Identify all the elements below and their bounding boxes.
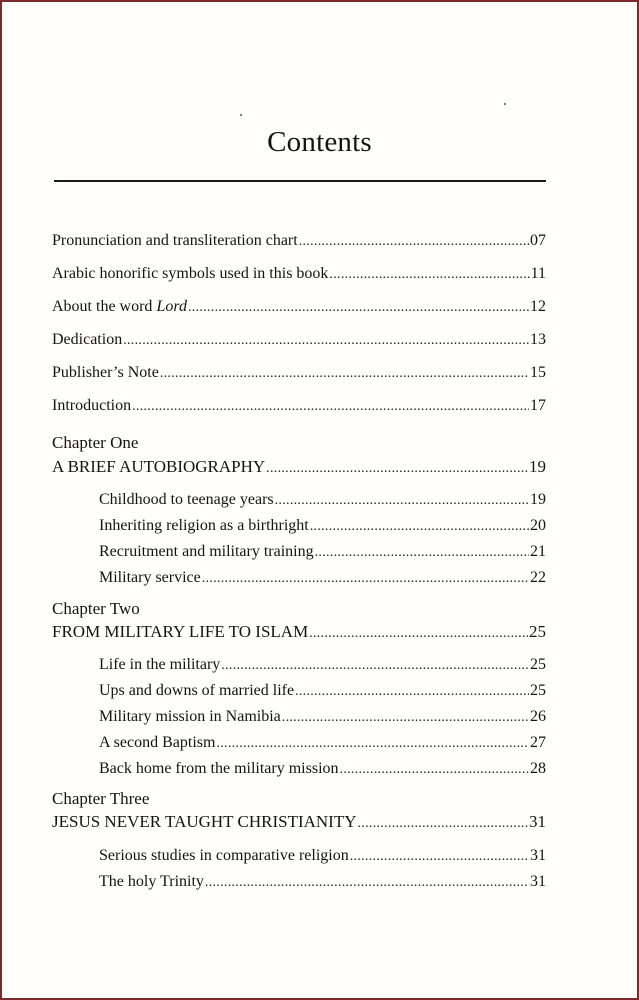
toc-entry-page: 31 <box>529 812 546 831</box>
dot-leader <box>132 397 529 417</box>
toc-entry-word-lord <box>52 297 546 318</box>
toc-entry-publishers-note <box>52 363 546 384</box>
dot-leader <box>216 734 529 754</box>
dot-leader <box>282 708 529 728</box>
toc-entry-label-italic: Lord <box>156 298 187 315</box>
toc-entry-label: Life in the military <box>99 656 221 673</box>
toc-entry-label: Inheriting religion as a birthright <box>99 517 309 534</box>
dot-leader <box>295 682 529 702</box>
toc-chapter-title <box>52 457 546 479</box>
toc-entry-page: 12 <box>530 298 546 315</box>
toc-entry-label: The holy Trinity <box>99 873 204 890</box>
dot-leader <box>221 656 529 676</box>
ink-speck <box>504 103 506 105</box>
toc-entry-honorific-symbols <box>52 264 546 285</box>
toc-section-entry <box>99 655 546 676</box>
toc-section-entry <box>99 681 546 702</box>
dot-leader <box>123 331 529 351</box>
chapter-heading: Chapter Two <box>52 599 140 618</box>
toc-entry-dedication <box>52 330 546 351</box>
toc-entry-pronunciation <box>52 231 546 252</box>
toc-entry-page: 27 <box>530 734 546 751</box>
toc-entry-page: 07 <box>530 232 546 249</box>
toc-entry-page: 25 <box>530 656 546 673</box>
toc-entry-label: Ups and downs of married life <box>99 682 295 699</box>
toc-entry-page: 20 <box>530 517 546 534</box>
toc-entry-label: Arabic honorific symbols used in this book <box>52 265 329 282</box>
dot-leader <box>299 232 529 252</box>
toc-entry-label: Pronunciation and transliteration chart <box>52 232 298 249</box>
dot-leader <box>315 543 529 563</box>
dot-leader <box>275 491 529 511</box>
toc-entry-label: Dedication <box>52 331 123 348</box>
toc-section-entry <box>99 759 546 780</box>
toc-entry-page: 31 <box>530 873 546 890</box>
dot-leader <box>310 517 529 537</box>
toc-entry-page: 21 <box>530 543 546 560</box>
toc-section-entry <box>99 542 546 563</box>
ink-speck <box>240 114 242 116</box>
toc-entry-label: A BRIEF AUTOBIOGRAPHY <box>52 457 266 476</box>
toc-entry-label: Serious studies in comparative religion <box>99 847 349 864</box>
dot-leader <box>309 624 528 644</box>
toc-entry-label: Recruitment and military training <box>99 543 314 560</box>
toc-entry-page: 31 <box>530 847 546 864</box>
toc-entry-label: Military service <box>99 569 201 586</box>
toc-entry-page: 28 <box>530 760 546 777</box>
toc-entry-introduction <box>52 396 546 417</box>
dot-leader <box>350 847 529 867</box>
toc-entry-label: Back home from the military mission <box>99 760 339 777</box>
dot-leader <box>329 265 529 285</box>
toc-section-entry <box>99 846 546 867</box>
toc-entry-label: JESUS NEVER TAUGHT CHRISTIANITY <box>52 812 357 831</box>
dot-leader <box>266 459 528 479</box>
toc-entry-page: 26 <box>530 708 546 725</box>
toc-entry-label: Introduction <box>52 397 132 414</box>
title-rule <box>54 180 546 182</box>
toc-entry-label: Publisher’s Note <box>52 364 159 381</box>
toc-section-entry <box>99 490 546 511</box>
toc-entry-page: 25 <box>529 622 546 641</box>
toc-chapter-title <box>52 812 546 834</box>
toc-entry-page: 22 <box>530 569 546 586</box>
toc-entry-page: 17 <box>530 397 546 414</box>
toc-section-entry <box>99 568 546 589</box>
toc-entry-page: 19 <box>529 457 546 476</box>
toc-entry-label: FROM MILITARY LIFE TO ISLAM <box>52 622 309 641</box>
dot-leader <box>340 760 529 780</box>
dot-leader <box>160 364 529 384</box>
chapter-heading: Chapter One <box>52 433 139 452</box>
toc-entry-label: Military mission in Namibia <box>99 708 281 725</box>
toc-section-entry <box>99 733 546 754</box>
dot-leader <box>202 569 529 589</box>
toc-entry-page: 25 <box>530 682 546 699</box>
toc-entry-label: A second Baptism <box>99 734 216 751</box>
toc-entry-page: 15 <box>530 364 546 381</box>
toc-entry-label <box>52 297 187 317</box>
toc-entry-label-text: About the word <box>52 298 157 315</box>
toc-section-entry <box>99 707 546 728</box>
toc-section-entry <box>99 872 546 893</box>
page-title: Contents <box>267 126 372 158</box>
toc-entry-page: 13 <box>530 331 546 348</box>
dot-leader <box>358 814 529 834</box>
chapter-heading: Chapter Three <box>52 789 150 808</box>
toc-entry-label: Childhood to teenage years <box>99 491 274 508</box>
toc-entry-page: 11 <box>530 265 546 282</box>
dot-leader <box>205 873 529 893</box>
toc-chapter-title <box>52 622 546 644</box>
dot-leader <box>188 298 529 318</box>
toc-entry-page: 19 <box>530 491 546 508</box>
toc-section-entry <box>99 516 546 537</box>
